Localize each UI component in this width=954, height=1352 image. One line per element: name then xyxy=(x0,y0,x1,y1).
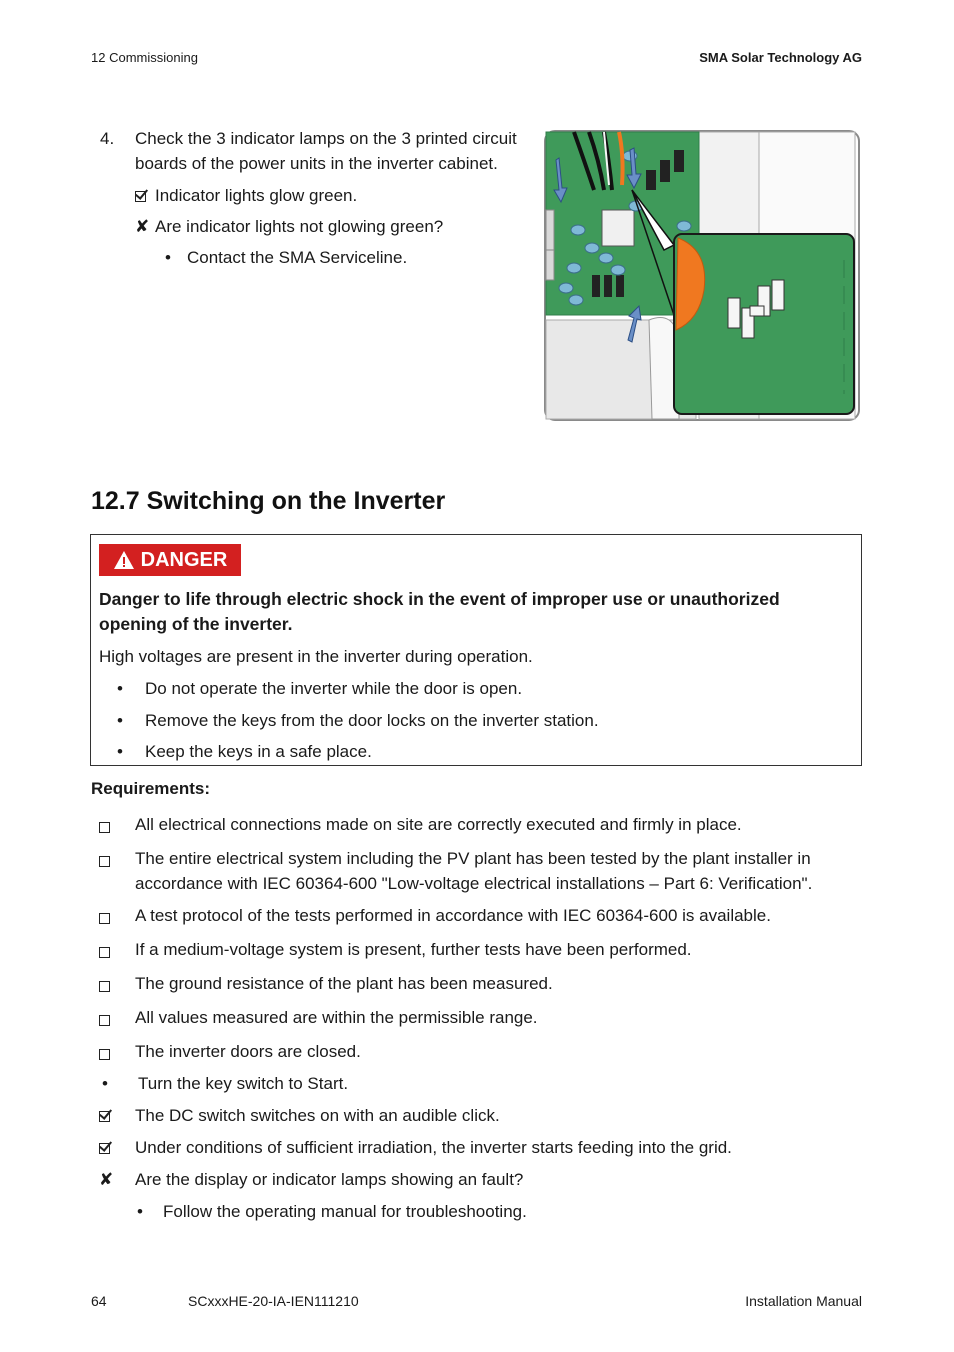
checkbox-icon xyxy=(99,1015,110,1026)
checked-box-icon xyxy=(99,1111,110,1122)
result-ok: Indicator lights glow green. xyxy=(135,183,530,208)
checkbox-icon xyxy=(99,822,110,833)
danger-list xyxy=(99,676,599,771)
action-remedy: • Follow the operating manual for troubleshooting. xyxy=(99,1199,869,1224)
danger-box xyxy=(90,534,862,766)
danger-heading: Danger to life through electric shock in the event of improper use or unauthorized opening of the inverter. xyxy=(99,589,780,634)
checkbox-icon xyxy=(99,1049,110,1060)
bullet-icon: • xyxy=(165,248,171,267)
action-fail: ✘ Are the display or indicator lamps showing an fault? xyxy=(99,1167,869,1192)
requirements-list xyxy=(99,812,869,1073)
inverter-cabinet-figure xyxy=(544,130,860,421)
list-item: • Do not operate the inverter while the door is open. xyxy=(99,676,599,708)
action-result: The DC switch switches on with an audible click. xyxy=(99,1103,869,1128)
circuit-board-illustration xyxy=(544,130,860,421)
cross-icon: ✘ xyxy=(135,217,150,236)
checkbox-icon xyxy=(99,981,110,992)
bullet-icon: • xyxy=(117,710,123,730)
warning-triangle-icon xyxy=(113,550,135,570)
cross-icon: ✘ xyxy=(99,1170,114,1189)
bullet-icon: • xyxy=(117,742,123,762)
action-result: Under conditions of sufficient irradiation, the inverter starts feeding into the grid. xyxy=(99,1135,869,1160)
step-number: 4. xyxy=(100,129,115,148)
checked-box-icon xyxy=(135,191,146,202)
list-item: • Remove the keys from the door locks on the inverter station. xyxy=(99,708,599,740)
list-item: The ground resistance of the plant has been measured. xyxy=(99,971,869,998)
danger-badge xyxy=(99,544,241,576)
action-step: • Turn the key switch to Start. xyxy=(99,1071,869,1096)
step-4 xyxy=(135,126,530,270)
list-item: • Keep the keys in a safe place. xyxy=(99,739,599,771)
list-item: All electrical connections made on site are correctly executed and firmly in place. xyxy=(99,812,869,839)
action-list xyxy=(99,1071,869,1224)
danger-paragraph: High voltages are present in the inverter during operation. xyxy=(99,647,533,666)
list-item: The inverter doors are closed. xyxy=(99,1039,869,1066)
list-item: The entire electrical system including the PV plant has been tested by the plant installer in accordance with IEC 60364-600 "Low-voltage electrical installations – Part 6: Verification". xyxy=(99,846,869,896)
page-number: 64 xyxy=(91,1293,107,1309)
bullet-icon: • xyxy=(137,1202,143,1221)
section-title: 12.7 Switching on the Inverter xyxy=(91,487,446,515)
document-type: Installation Manual xyxy=(745,1293,862,1309)
list-item: A test protocol of the tests performed in accordance with IEC 60364-600 is available. xyxy=(99,903,869,930)
list-item: All values measured are within the permissible range. xyxy=(99,1005,869,1032)
checkbox-icon xyxy=(99,947,110,958)
header-company: SMA Solar Technology AG xyxy=(699,50,862,65)
header-section: 12 Commissioning xyxy=(91,50,198,65)
step-text: Check the 3 indicator lamps on the 3 printed circuit boards of the power units in the inverter cabinet. xyxy=(135,129,517,173)
bullet-icon: • xyxy=(102,1074,108,1093)
danger-label: DANGER xyxy=(140,548,228,571)
checkbox-icon xyxy=(99,856,110,867)
result-action: • Contact the SMA Serviceline. xyxy=(135,245,530,270)
list-item: If a medium-voltage system is present, further tests have been performed. xyxy=(99,937,869,964)
bullet-icon: • xyxy=(117,679,123,698)
checked-box-icon xyxy=(99,1143,110,1154)
result-fail: ✘ Are indicator lights not glowing green? xyxy=(135,214,530,239)
document-id: SCxxxHE-20-IA-IEN111210 xyxy=(188,1293,359,1309)
requirements-title: Requirements: xyxy=(91,779,211,798)
checkbox-icon xyxy=(99,913,110,924)
